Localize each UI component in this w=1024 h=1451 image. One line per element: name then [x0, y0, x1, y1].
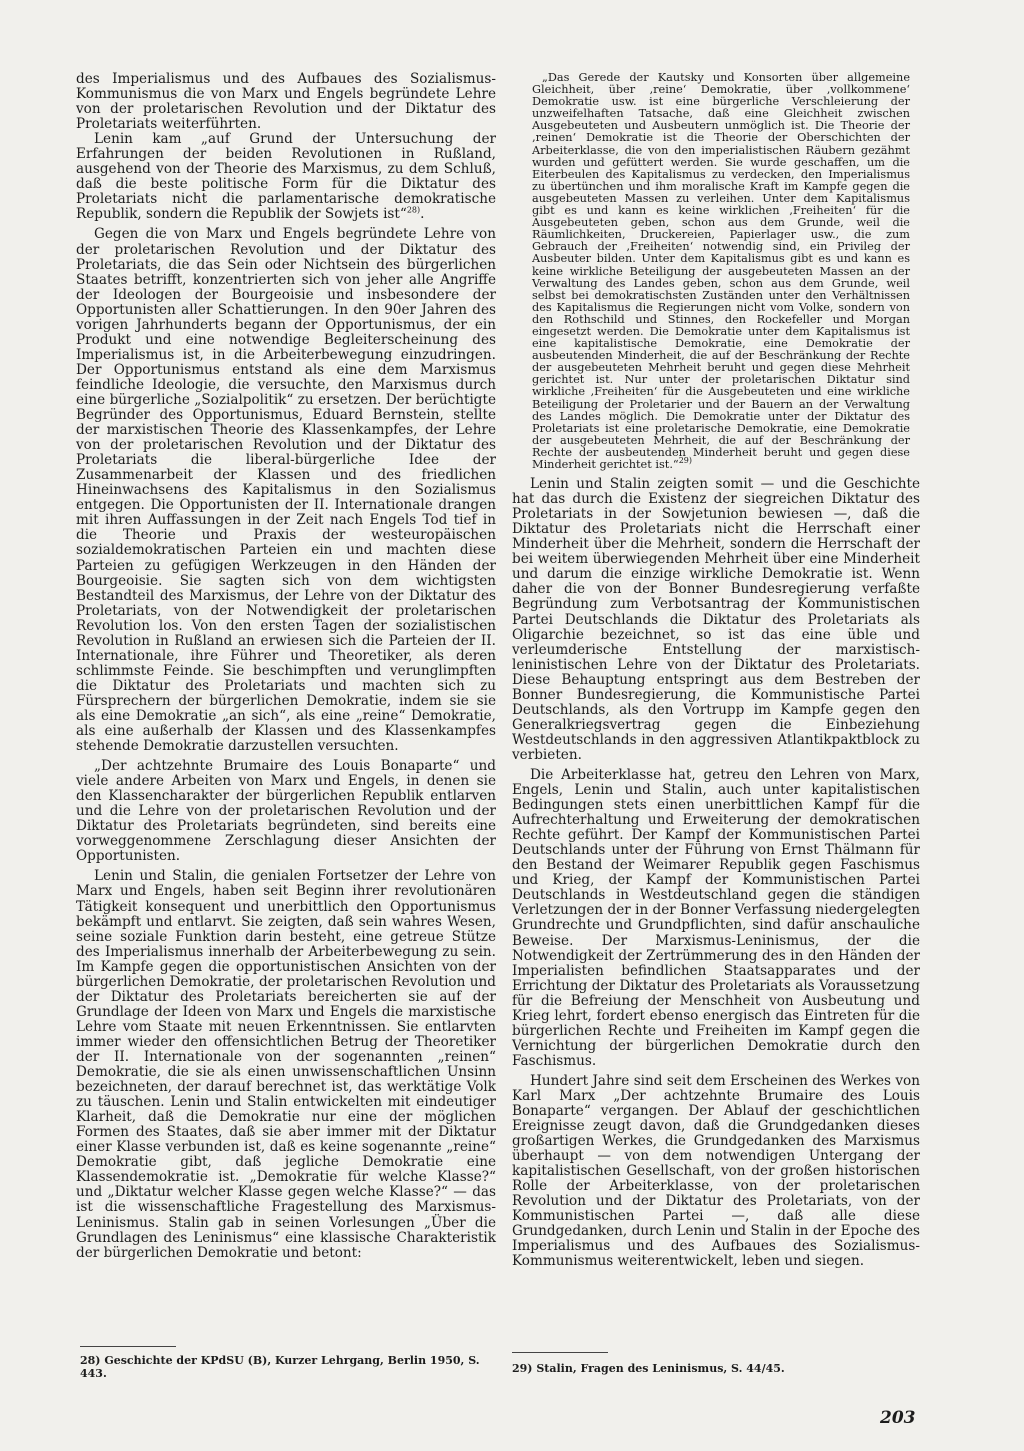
- block-quote: [512, 72, 920, 471]
- paragraph: Lenin kam „auf Grund der Untersuchung der Erfahrungen der beiden Revolutionen in Rußland, ausgehend von der Theorie des Marxismus, zu dem Schluß, daß die beste politische Form für die Diktatur des Proletariats nicht die parlamentarische demokratische Republik, sondern die Republik der Sowjets ist“$^{28)}$.: [76, 131, 496, 223]
- footnote: 29) Stalin, Fragen des Leninismus, S. 44/45.: [512, 1362, 785, 1375]
- quote-text: [532, 72, 910, 471]
- paragraph: „Der achtzehnte Brumaire des Louis Bonaparte“ und viele andere Arbeiten von Marx und Engels, in denen sie den Klassencharakter der bürgerlichen Republik entlarven und die Lehre von der proletarischen Revolution und der Diktatur des Proletariats begründeten, sind bereits eine vorweggenommene Zerschlagung dieser Ansichten der Opportunisten.: [76, 758, 496, 865]
- footnote-divider: [80, 1346, 176, 1347]
- paragraph: Gegen die von Marx und Engels begründete Lehre von der proletarischen Revolution und der Diktatur des Proletariats, die das Sein oder Nichtsein des bürgerlichen Staates betrifft, konzentrierten sich von jeher alle Angriffe der Ideologen der Bourgeoisie und insbesondere der Opportunisten aller Schattierungen. In den 90er Jahren des vorigen Jahrhunderts begann der Opportunismus, der ein Produkt und eine notwendige Begleiterscheinung des Imperialismus ist, in die Arbeiterbewegung einzudringen. Der Opportunismus entstand als eine dem Marxismus feindliche Ideologie, die versuchte, den Marxismus durch eine bürgerliche „Sozialpolitik“ zu ersetzen. Der berüchtigte Begründer des Opportunismus, Eduard Bernstein, stellte der marxistischen Theorie des Klassenkampfes, der Lehre von der proletarischen Revolution und der Diktatur des Proletariats die liberal-bürgerliche Idee der Zusammenarbeit der Klassen und des friedlichen Hineinwachsens des Kapitalismus in den Sozialismus entgegen. Die Opportunisten der II. Internationale drangen mit ihren Auffassungen in der Zeit nach Engels Tod tief in die Theorie und Praxis der westeuropäischen sozialdemokratischen Parteien ein und machten diese Parteien zu gefügigen Werkzeugen in den Händen der Bourgeoisie. Sie sagten sich von dem wichtigsten Bestandteil des Marxismus, der Lehre von der Diktatur des Proletariats, von der Notwendigkeit der proletarischen Revolution los. Von den ersten Tagen der sozialistischen Revolution in Rußland an erwiesen sich die Parteien der II. Internationale, ihre Führer und Theoretiker, als deren schlimmste Feinde. Sie beschimpften und verunglimpften die Diktatur des Proletariats und machten sich zu Fürsprechern der bürgerlichen Demokratie, indem sie sie als eine Demokratie „an sich“, als eine „reine“ Demokratie, als eine außerhalb der Klassen und des Klassenkampfes stehende Demokratie darzustellen versuchten.: [76, 226, 496, 755]
- paragraph-text: Lenin kam „auf Grund der Untersuchung der Erfahrungen der beiden Revolutionen in Rußland, ausgehend von der Theorie des Marxismus, zu dem Schluß, daß die beste politische Form für die Diktatur des Proletariats nicht die parlamentarische demokratische Republik, sondern die Republik der Sowjets ist“: [76, 131, 496, 223]
- footnote-reference: 28): [406, 205, 421, 215]
- paragraph: Lenin und Stalin zeigten somit — und die Geschichte hat das durch die Existenz der siegreichen Diktatur des Proletariats in der Sowjetunion bewiesen —, daß die Diktatur des Proletariats nicht die Herrschaft einer Minderheit über die Mehrheit, sondern die Herrschaft der bei weitem überwiegenden Mehrheit über eine Minderheit und darum die einzige wirkliche Demokratie ist. Wenn daher die von der Bonner Bundesregierung verfaßte Begründung zum Verbotsantrag der Kommunistischen Partei Deutschlands die Diktatur des Proletariats als Oligarchie bezeichnet, so ist das eine üble und verleumderische Entstellung der marxistisch-leninistischen Lehre von der Diktatur des Proletariats. Diese Behauptung entspringt aus dem Bestreben der Bonner Bundesregierung, die Kommunistische Partei Deutschlands, als den Vortrupp im Kampfe gegen den Generalkriegsvertrag gegen die Einbeziehung Westdeutschlands in den aggressiven Atlantikpaktblock zu verbieten.: [512, 476, 920, 763]
- footnote-reference: 29): [678, 456, 692, 466]
- left-column: [76, 72, 496, 1261]
- paragraph: Lenin und Stalin, die genialen Fortsetzer der Lehre von Marx und Engels, haben seit Beginn ihrer revolutionären Tätigkeit konsequent und unerbittlich den Opportunismus bekämpft und entlarvt. Sie zeigten, daß sein wahres Wesen, seine soziale Funktion darin besteht, eine getreue Stütze des Imperialismus innerhalb der Arbeiterbewegung zu sein. Im Kampfe gegen die opportunistischen Ansichten von der bürgerlichen Demokratie, der proletarischen Revolution und der Diktatur des Proletariats bereicherten sie auf der Grundlage der Ideen von Marx und Engels die marxistische Lehre vom Staate mit neuen Erkenntnissen. Sie entlarvten immer wieder den offensichtlichen Betrug der Theoretiker der II. Internationale von der sogenannten „reinen“ Demokratie, die sie als einen unwissenschaftlichen Unsinn bezeichneten, der darauf berechnet ist, das werktätige Volk zu täuschen. Lenin und Stalin entwickelten mit eindeutiger Klarheit, daß die Demokratie nur eine der möglichen Formen des Staates, daß sie aber immer mit der Diktatur einer Klasse verbunden ist, daß es keine sogenannte „reine“ Demokratie gibt, daß jegliche Demokratie eine Klassendemokratie ist. „Demokratie für welche Klasse?“ und „Diktatur welcher Klasse gegen welche Klasse?“ — das ist die wissenschaftliche Fragestellung des Marxismus-Leninismus. Stalin gab in seinen Vorlesungen „Über die Grundlagen des Leninismus“ eine klassische Charakteristik der bürgerlichen Demokratie und betont:: [76, 868, 496, 1261]
- footnote: 28) Geschichte der KPdSU (B), Kurzer Lehrgang, Berlin 1950, S. 443.: [80, 1354, 480, 1380]
- footnote-divider: [512, 1352, 608, 1353]
- paragraph: Hundert Jahre sind seit dem Erscheinen des Werkes von Karl Marx „Der achtzehnte Brumaire des Louis Bonaparte“ vergangen. Der Ablauf der geschichtlichen Ereignisse zeugt davon, daß die Grundgedanken dieses großartigen Werkes, die Grundgedanken des Marxismus überhaupt — von dem notwendigen Untergang der kapitalistischen Gesellschaft, von der großen historischen Rolle der Arbeiterklasse, von der proletarischen Revolution und der Diktatur des Proletariats, von der Kommunistischen Partei —, daß alle diese Grundgedanken, durch Lenin und Stalin in der Epoche des Imperialismus und des Aufbaues des Sozialismus-Kommunismus weiterentwickelt, leben und siegen.: [512, 1072, 920, 1270]
- right-column: [512, 72, 920, 1270]
- page-number: 203: [880, 1408, 916, 1428]
- paragraph: Die Arbeiterklasse hat, getreu den Lehren von Marx, Engels, Lenin und Stalin, auch unter kapitalistischen Bedingungen stets einen unerbittlichen Kampf für die Aufrechterhaltung und Erweiterung der demokratischen Rechte geführt. Der Kampf der Kommunistischen Partei Deutschlands unter der Führung von Ernst Thälmann für den Bestand der Weimarer Republik gegen Faschismus und Krieg, der Kampf der Kommunistischen Partei Deutschlands in Westdeutschland gegen die ständigen Verletzungen der in der Bonner Verfassung niedergelegten Grundrechte und Grundpflichten, sind dafür anschauliche Beweise. Der Marxismus-Leninismus, der die Notwendigkeit der Zertrümmerung des in den Händen der Imperialisten befindlichen Staatsapparates und der Errichtung der Diktatur des Proletariats als Voraussetzung für die Befreiung der Menschheit von Ausbeutung und Krieg lehrt, fordert ebenso energisch das Eintreten für die bürgerlichen Rechte und Freiheiten im Kampf gegen die Vernichtung der bürgerlichen Demokratie durch den Faschismus.: [512, 766, 920, 1069]
- paragraph: des Imperialismus und des Aufbaues des Sozialismus-Kommunismus die von Marx und Engels begründete Lehre von der proletarischen Revolution und der Diktatur des Proletariats weiterführten.: [76, 71, 496, 133]
- quote-body: „Das Gerede der Kautsky und Konsorten über allgemeine Gleichheit, über ‚reine‘ Demokratie, über ‚vollkommene‘ Demokratie usw. ist eine bürgerliche Verschleierung der unzweifelhaften Tatsache, daß eine Gleichheit zwischen Ausgebeuteten und Ausbeutern unmöglich ist. Die Theorie der ‚reinen‘ Demokratie ist die Theorie der Oberschichten der Arbeiterklasse, die von den imperialistischen Räubern gezähmt wurden und gefüttert werden. Sie wurde geschaffen, um die Eiterbeulen des Kapitalismus zu verdecken, den Imperialismus zu übertünchen und ihm moralische Kraft im Kampfe gegen die ausgebeuteten Massen zu verleihen. Unter dem Kapitalismus gibt es und kann es keine wirklichen ‚Freiheiten‘ für die Ausgebeuteten geben, schon aus dem Grunde, weil die Räumlichkeiten, Druckereien, Papierlager usw., die zum Gebrauch der ‚Freiheiten‘ notwendig sind, ein Privileg der Ausbeuter bilden. Unter dem Kapitalismus gibt es und kann es keine wirkliche Beteiligung der ausgebeuteten Massen an der Verwaltung des Landes geben, schon aus dem Grunde, weil selbst bei demokratischsten Zuständen unter den Verhältnissen des Kapitalismus die Regierungen nicht vom Volke, sondern von den Rothschild und Stinnes, den Rockefeller und Morgan eingesetzt werden. Die Demokratie unter dem Kapitalismus ist eine kapitalistische Demokratie, eine Demokratie der ausbeutenden Minderheit, die auf der Beschränkung der Rechte der ausgebeuteten Mehrheit beruht und gegen diese Mehrheit gerichtet ist. Nur unter der proletarischen Diktatur sind wirkliche ‚Freiheiten‘ für die Ausgebeuteten und eine wirkliche Beteiligung der Proletarier und der Bauern an der Verwaltung des Landes möglich. Die Demokratie unter der Diktatur des Proletariats ist eine proletarische Demokratie, eine Demokratie der ausgebeuteten Mehrheit, die auf der Beschränkung der Rechte der ausbeutenden Minderheit beruht und gegen diese Minderheit gerichtet ist.“: [532, 71, 910, 471]
